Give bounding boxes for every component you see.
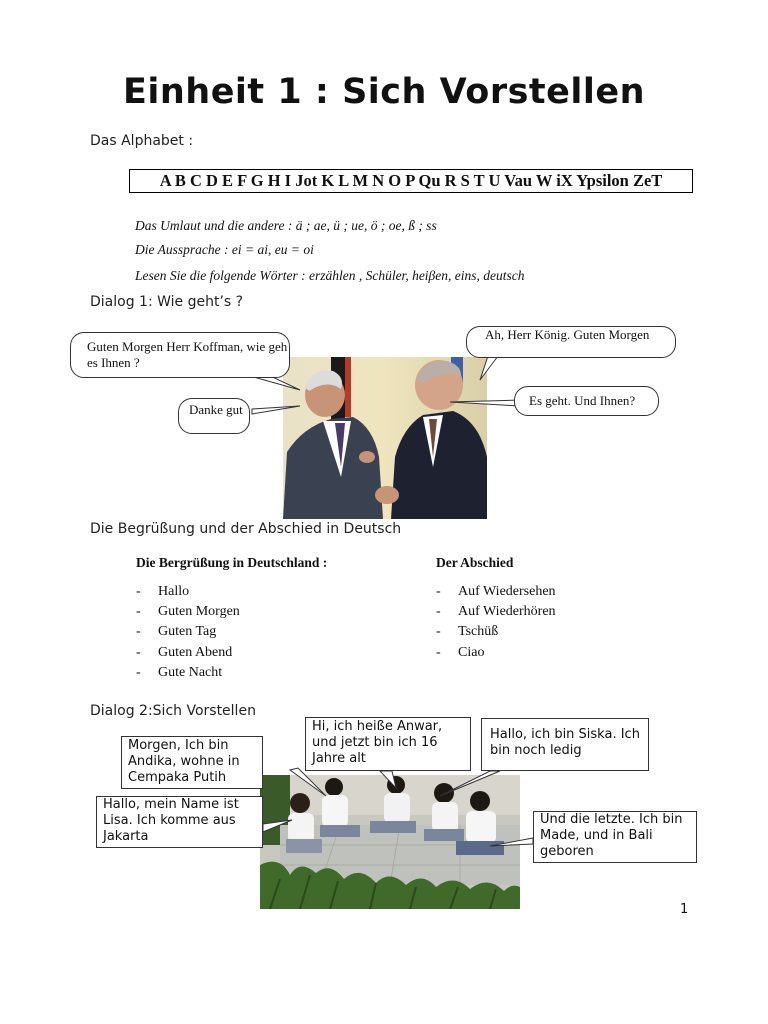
speech-bubble-anwar: Hi, ich heiße Anwar, und jetzt bin ich 16 Jahre alt: [305, 717, 471, 771]
speech-bubble-es-geht: Es geht. Und Ihnen?: [514, 386, 659, 416]
list-item: - Guten Tag: [136, 624, 217, 640]
greetings-heading: Die Begrüßung und der Abschied in Deutsch: [90, 521, 402, 537]
list-item: - Ciao: [436, 644, 485, 660]
page-title: Einheit 1 : Sich Vorstellen: [122, 72, 646, 112]
page-number: 1: [680, 902, 689, 917]
speech-bubble-lisa: Hallo, mein Name ist Lisa. Ich komme aus Jakarta: [96, 796, 263, 848]
speech-bubble-danke: Danke gut: [178, 398, 250, 434]
list-item: - Gute Nacht: [136, 664, 223, 680]
list-item: - Guten Morgen: [136, 604, 240, 620]
speech-bubble-siska: Hallo, ich bin Siska. Ich bin noch ledig: [481, 718, 649, 771]
speech-bubble-koffman: Guten Morgen Herr Koffman, wie geh es Ihnen ?: [70, 332, 290, 378]
dialog2-heading: Dialog 2:Sich Vorstellen: [90, 703, 256, 719]
reading-line: Lesen Sie die folgende Wörter : erzählen , Schüler, heiβen, eins, deutsch: [135, 268, 525, 283]
list-item: - Guten Abend: [136, 644, 233, 660]
list-item: - Hallo: [136, 584, 190, 599]
speech-bubble-koenig: Ah, Herr König. Guten Morgen: [466, 326, 676, 358]
speech-bubble-made: Und die letzte. Ich bin Made, und in Bali geboren: [533, 811, 697, 863]
umlaut-line: Das Umlaut und die andere : ä ; ae, ü ; ue, ö ; oe, ß ; ss: [135, 218, 437, 233]
dialog1-heading: Dialog 1: Wie geht’s ?: [90, 294, 244, 310]
alphabet-heading: Das Alphabet :: [90, 133, 194, 149]
alphabet-box: A B C D E F G H I Jot K L M N O P Qu R S T U Vau W iX Ypsilon ZeT: [129, 169, 693, 193]
speech-bubble-andika: Morgen, Ich bin Andika, wohne in Cempaka Putih: [121, 736, 263, 789]
list-item: - Tschüß: [436, 624, 499, 640]
greeting-column-title: Die Bergrüßung in Deutschland :: [136, 555, 328, 570]
pronunciation-line: Die Aussprache : ei = ai, eu = oi: [135, 242, 314, 257]
list-item: - Auf Wiederhören: [436, 604, 556, 620]
farewell-column-title: Der Abschied: [436, 555, 514, 570]
list-item: - Auf Wiedersehen: [436, 584, 556, 599]
